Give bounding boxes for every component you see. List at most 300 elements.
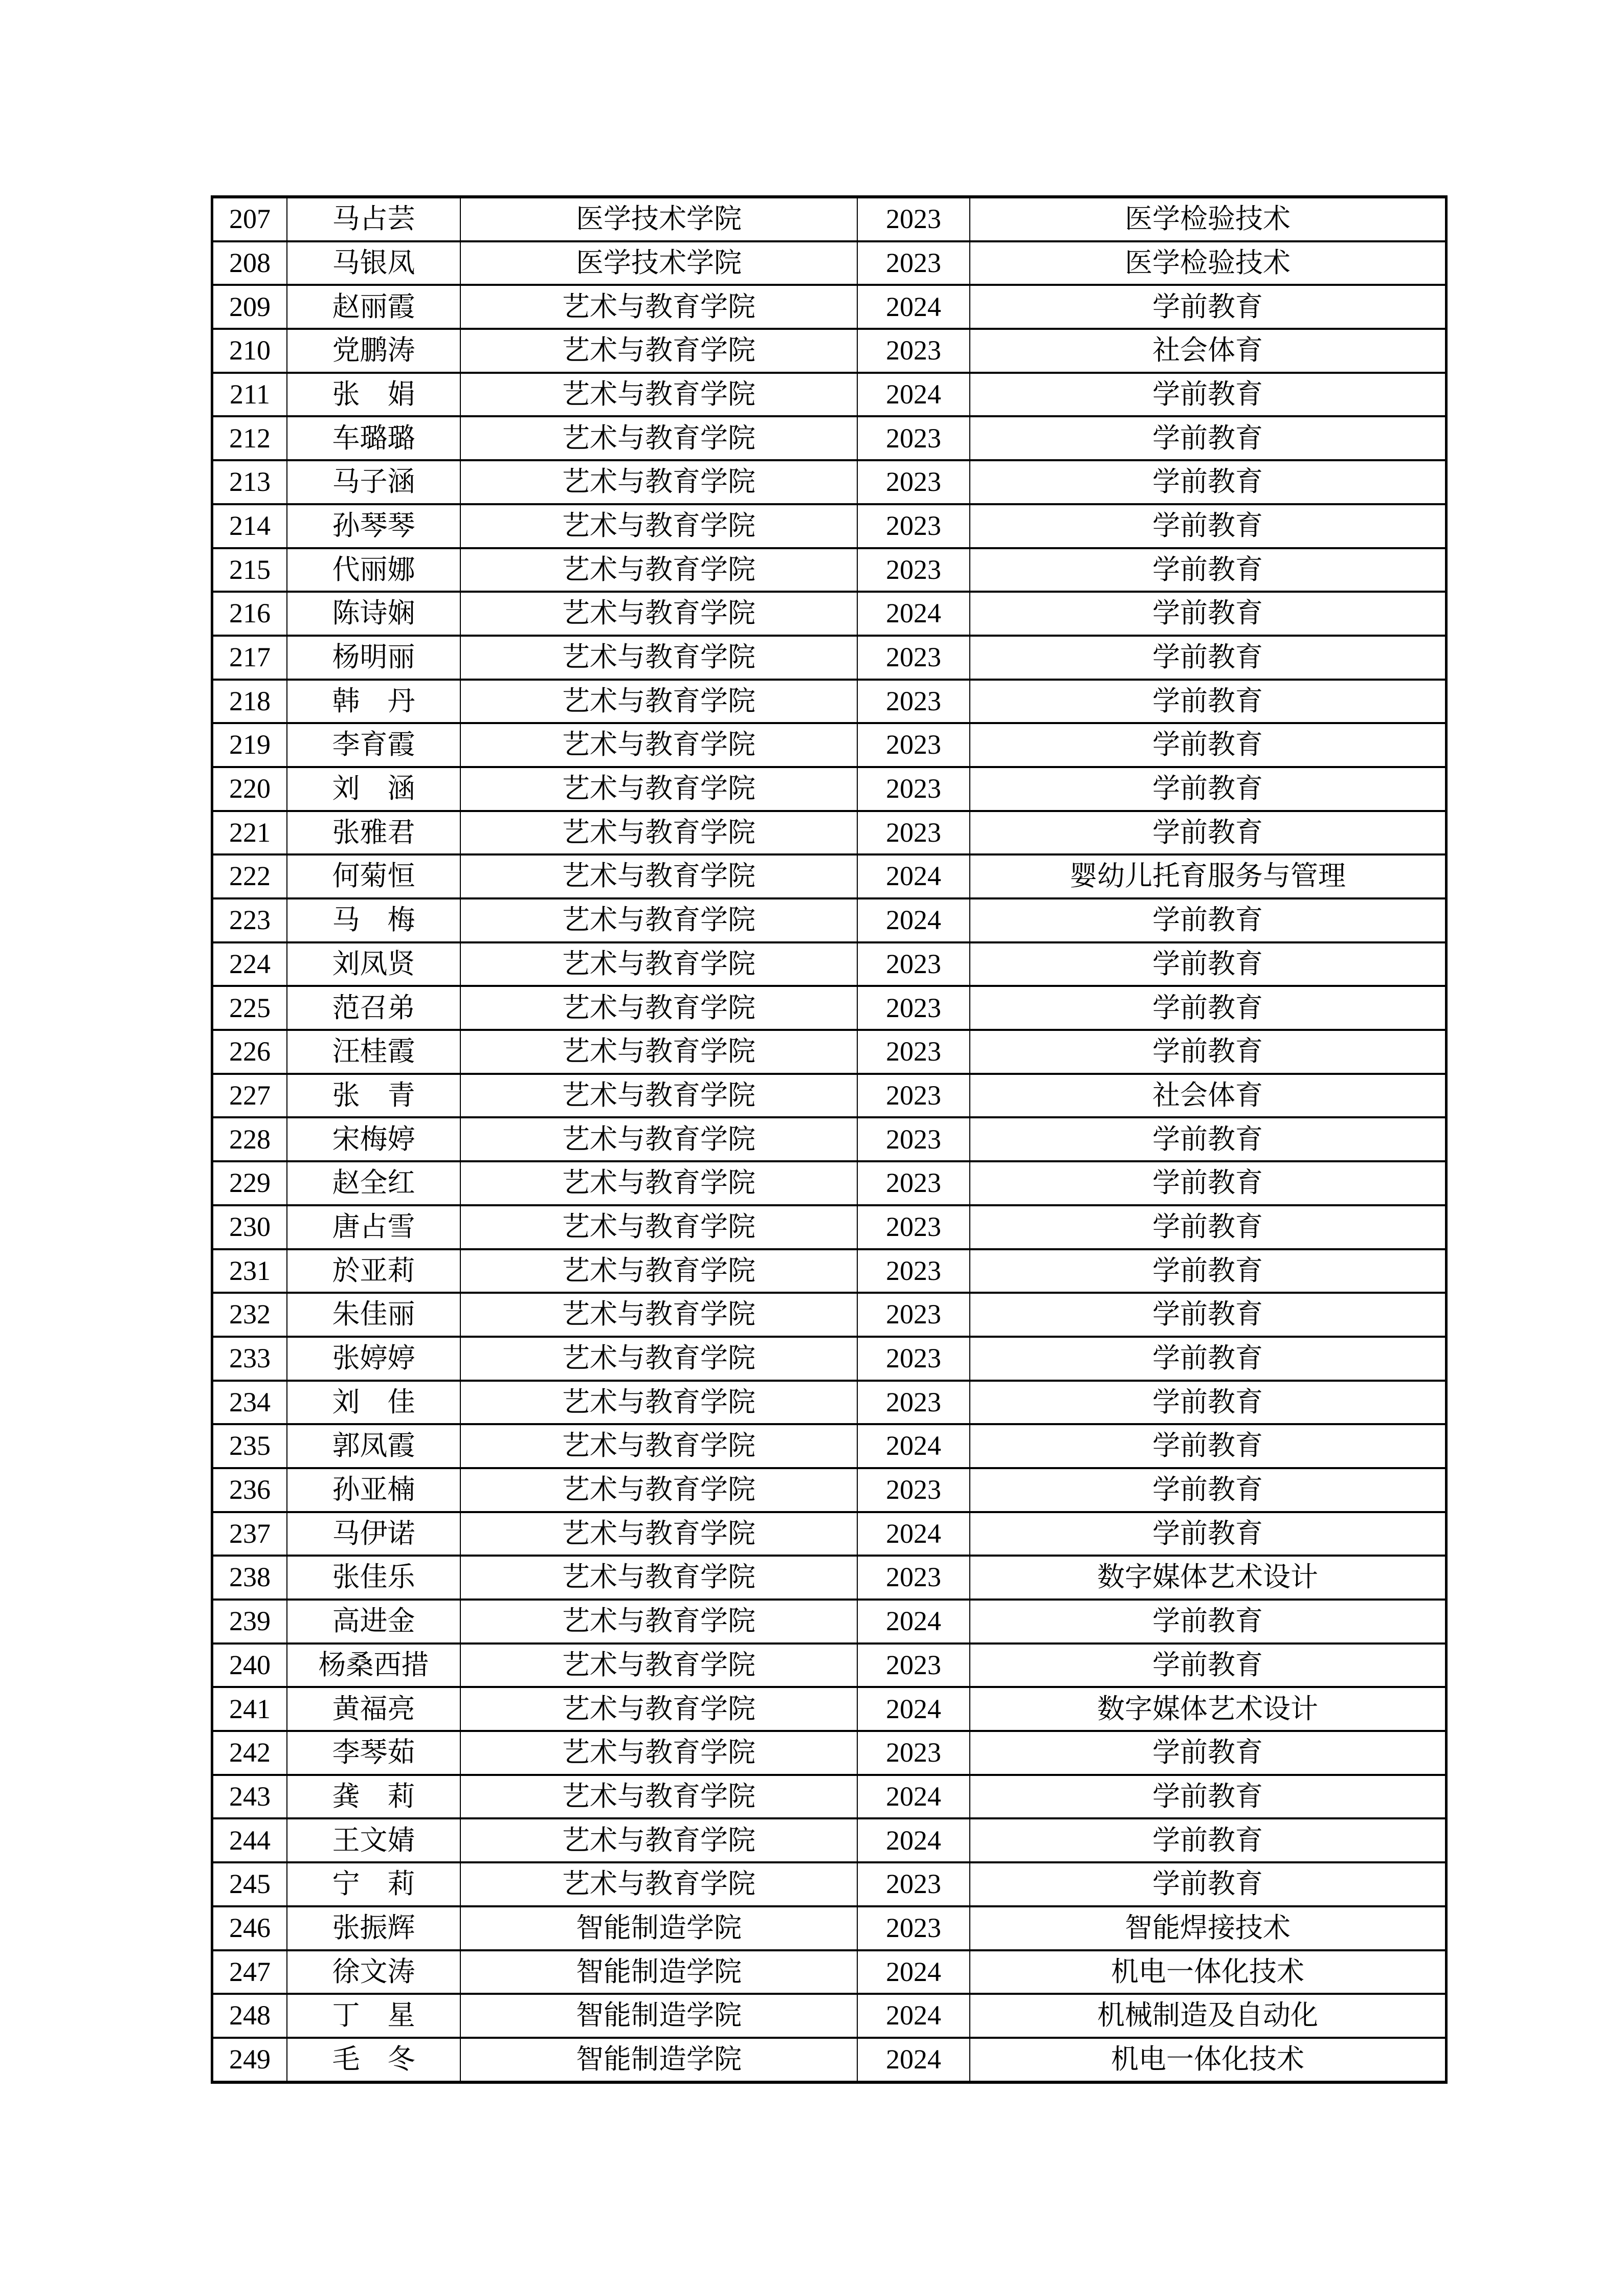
table-row xyxy=(213,1906,1445,1950)
name-cell-text: 马子涵 xyxy=(332,466,415,498)
major-cell xyxy=(970,241,1445,285)
table-row xyxy=(213,1818,1445,1862)
name-cell-text: 刘涵 xyxy=(332,773,415,804)
major-cell-text: 学前教育 xyxy=(1152,1167,1263,1199)
year-cell xyxy=(857,285,970,329)
year-cell-text: 2024 xyxy=(886,1430,941,1461)
year-cell-text: 2023 xyxy=(886,685,941,716)
major-cell xyxy=(970,1030,1445,1074)
major-cell-text: 数字媒体艺术设计 xyxy=(1097,1562,1318,1593)
college-cell-text: 智能制造学院 xyxy=(576,1956,742,1987)
index-cell-text: 245 xyxy=(229,1869,271,1900)
name-cell-text: 高进金 xyxy=(332,1606,415,1637)
year-cell-text: 2023 xyxy=(886,729,941,760)
major-cell-text: 学前教育 xyxy=(1152,1781,1263,1812)
major-cell-text: 学前教育 xyxy=(1152,1825,1263,1856)
index-cell-text: 207 xyxy=(229,204,271,235)
year-cell xyxy=(857,1512,970,1556)
name-cell xyxy=(287,329,460,373)
major-cell-text: 学前教育 xyxy=(1152,554,1263,585)
major-cell-text: 学前教育 xyxy=(1152,948,1263,979)
year-cell-text: 2024 xyxy=(886,598,941,629)
college-cell xyxy=(460,1249,857,1293)
index-cell-text: 238 xyxy=(229,1562,271,1593)
name-cell-text: 孙琴琴 xyxy=(332,510,415,541)
name-cell xyxy=(287,1556,460,1600)
name-cell-text: 马占芸 xyxy=(332,204,415,235)
year-cell xyxy=(857,1687,970,1731)
index-cell-text: 235 xyxy=(229,1430,271,1461)
name-cell xyxy=(287,241,460,285)
index-cell xyxy=(213,460,287,504)
year-cell xyxy=(857,811,970,855)
name-cell xyxy=(287,1818,460,1862)
major-cell-text: 学前教育 xyxy=(1152,598,1263,629)
year-cell xyxy=(857,460,970,504)
name-cell-text: 龚莉 xyxy=(332,1781,415,1812)
year-cell-text: 2023 xyxy=(886,1474,941,1505)
index-cell xyxy=(213,1249,287,1293)
index-cell-text: 243 xyxy=(229,1781,271,1812)
major-cell xyxy=(970,811,1445,855)
name-cell xyxy=(287,197,460,241)
index-cell xyxy=(213,1600,287,1644)
college-cell-text: 艺术与教育学院 xyxy=(562,1036,755,1067)
college-cell-text: 艺术与教育学院 xyxy=(562,422,755,454)
year-cell xyxy=(857,1600,970,1644)
year-cell-text: 2023 xyxy=(886,1299,941,1330)
major-cell xyxy=(970,504,1445,548)
name-cell-text: 汪桂霞 xyxy=(332,1036,415,1067)
major-cell xyxy=(970,1424,1445,1468)
table-row xyxy=(213,723,1445,767)
college-cell-text: 艺术与教育学院 xyxy=(562,1430,755,1461)
year-cell xyxy=(857,723,970,767)
index-cell-text: 226 xyxy=(229,1036,271,1067)
index-cell xyxy=(213,1994,287,2038)
year-cell-text: 2023 xyxy=(886,1343,941,1374)
index-cell-text: 212 xyxy=(229,422,271,454)
index-cell-text: 214 xyxy=(229,510,271,541)
year-cell-text: 2023 xyxy=(886,1386,941,1417)
major-cell xyxy=(970,680,1445,724)
table-row xyxy=(213,1556,1445,1600)
year-cell xyxy=(857,680,970,724)
index-cell-text: 230 xyxy=(229,1211,271,1242)
year-cell xyxy=(857,197,970,241)
table-row xyxy=(213,2038,1445,2082)
index-cell-text: 236 xyxy=(229,1474,271,1505)
year-cell-text: 2023 xyxy=(886,1123,941,1155)
index-cell-text: 221 xyxy=(229,817,271,848)
name-cell xyxy=(287,636,460,680)
table-row xyxy=(213,241,1445,285)
table-row xyxy=(213,1074,1445,1118)
year-cell xyxy=(857,241,970,285)
name-cell-text: 王文婧 xyxy=(332,1825,415,1856)
year-cell-text: 2023 xyxy=(886,247,941,278)
name-cell xyxy=(287,1293,460,1337)
name-cell xyxy=(287,2038,460,2082)
year-cell xyxy=(857,504,970,548)
index-cell-text: 240 xyxy=(229,1649,271,1680)
index-cell-text: 244 xyxy=(229,1825,271,1856)
index-cell xyxy=(213,1074,287,1118)
major-cell xyxy=(970,1337,1445,1381)
major-cell xyxy=(970,1731,1445,1775)
college-cell-text: 艺术与教育学院 xyxy=(562,1123,755,1155)
index-cell xyxy=(213,1818,287,1862)
year-cell-text: 2023 xyxy=(886,1036,941,1067)
index-cell xyxy=(213,373,287,417)
index-cell xyxy=(213,329,287,373)
name-cell-text: 徐文涛 xyxy=(332,1956,415,1987)
roster-table-body xyxy=(213,197,1445,2082)
college-cell xyxy=(460,898,857,942)
name-cell xyxy=(287,1731,460,1775)
year-cell xyxy=(857,1906,970,1950)
name-cell xyxy=(287,1161,460,1205)
year-cell-text: 2024 xyxy=(886,378,941,410)
year-cell-text: 2023 xyxy=(886,1869,941,1900)
index-cell-text: 237 xyxy=(229,1518,271,1549)
index-cell-text: 229 xyxy=(229,1167,271,1199)
major-cell-text: 学前教育 xyxy=(1152,1299,1263,1330)
year-cell-text: 2023 xyxy=(886,335,941,366)
index-cell xyxy=(213,811,287,855)
major-cell-text: 数字媒体艺术设计 xyxy=(1097,1693,1318,1724)
college-cell xyxy=(460,197,857,241)
major-cell-text: 学前教育 xyxy=(1152,729,1263,760)
name-cell xyxy=(287,723,460,767)
name-cell-text: 马伊诺 xyxy=(332,1518,415,1549)
major-cell-text: 学前教育 xyxy=(1152,773,1263,804)
year-cell xyxy=(857,986,970,1030)
index-cell xyxy=(213,1644,287,1687)
major-cell xyxy=(970,1687,1445,1731)
index-cell xyxy=(213,1687,287,1731)
index-cell-text: 225 xyxy=(229,992,271,1023)
year-cell-text: 2024 xyxy=(886,291,941,322)
major-cell-text: 学前教育 xyxy=(1152,685,1263,716)
college-cell-text: 医学技术学院 xyxy=(576,204,742,235)
major-cell-text: 学前教育 xyxy=(1152,1386,1263,1417)
year-cell-text: 2024 xyxy=(886,1693,941,1724)
year-cell-text: 2023 xyxy=(886,773,941,804)
major-cell xyxy=(970,1161,1445,1205)
year-cell xyxy=(857,1074,970,1118)
college-cell-text: 智能制造学院 xyxy=(576,2044,742,2075)
index-cell xyxy=(213,854,287,898)
year-cell xyxy=(857,592,970,636)
college-cell-text: 艺术与教育学院 xyxy=(562,1474,755,1505)
index-cell xyxy=(213,1381,287,1425)
name-cell xyxy=(287,1468,460,1512)
college-cell xyxy=(460,636,857,680)
major-cell-text: 学前教育 xyxy=(1152,1869,1263,1900)
name-cell xyxy=(287,1862,460,1906)
year-cell-text: 2023 xyxy=(886,992,941,1023)
name-cell-text: 於亚莉 xyxy=(332,1255,415,1286)
major-cell xyxy=(970,1293,1445,1337)
year-cell xyxy=(857,1950,970,1994)
college-cell xyxy=(460,1818,857,1862)
table-row xyxy=(213,1994,1445,2038)
name-cell xyxy=(287,1775,460,1819)
college-cell xyxy=(460,329,857,373)
index-cell xyxy=(213,636,287,680)
index-cell xyxy=(213,592,287,636)
year-cell xyxy=(857,2038,970,2082)
name-cell-text: 张青 xyxy=(332,1079,415,1111)
major-cell xyxy=(970,1775,1445,1819)
index-cell-text: 249 xyxy=(229,2044,271,2075)
major-cell xyxy=(970,1205,1445,1249)
name-cell-text: 范召弟 xyxy=(332,992,415,1023)
table-row xyxy=(213,854,1445,898)
major-cell xyxy=(970,942,1445,986)
name-cell-text: 毛冬 xyxy=(332,2044,415,2075)
college-cell-text: 医学技术学院 xyxy=(576,247,742,278)
major-cell xyxy=(970,197,1445,241)
name-cell xyxy=(287,416,460,460)
college-cell xyxy=(460,1600,857,1644)
year-cell-text: 2024 xyxy=(886,861,941,892)
major-cell xyxy=(970,460,1445,504)
table-row xyxy=(213,1249,1445,1293)
index-cell xyxy=(213,1424,287,1468)
table-row xyxy=(213,767,1445,811)
year-cell xyxy=(857,1556,970,1600)
name-cell-text: 李育霞 xyxy=(332,729,415,760)
year-cell xyxy=(857,767,970,811)
year-cell xyxy=(857,1030,970,1074)
college-cell-text: 艺术与教育学院 xyxy=(562,948,755,979)
major-cell-text: 机电一体化技术 xyxy=(1111,2044,1304,2075)
major-cell xyxy=(970,1381,1445,1425)
name-cell xyxy=(287,1074,460,1118)
college-cell-text: 艺术与教育学院 xyxy=(562,510,755,541)
name-cell xyxy=(287,1687,460,1731)
major-cell xyxy=(970,592,1445,636)
year-cell-text: 2023 xyxy=(886,510,941,541)
major-cell xyxy=(970,548,1445,592)
index-cell-text: 247 xyxy=(229,1956,271,1987)
name-cell-text: 马银凤 xyxy=(332,247,415,278)
table-row xyxy=(213,1205,1445,1249)
index-cell-text: 220 xyxy=(229,773,271,804)
major-cell-text: 学前教育 xyxy=(1152,1036,1263,1067)
name-cell xyxy=(287,1424,460,1468)
index-cell-text: 234 xyxy=(229,1386,271,1417)
major-cell-text: 学前教育 xyxy=(1152,1518,1263,1549)
table-row xyxy=(213,1644,1445,1687)
index-cell xyxy=(213,1950,287,1994)
college-cell xyxy=(460,1424,857,1468)
name-cell xyxy=(287,460,460,504)
index-cell xyxy=(213,1468,287,1512)
college-cell xyxy=(460,1293,857,1337)
major-cell xyxy=(970,986,1445,1030)
index-cell xyxy=(213,2038,287,2082)
table-row xyxy=(213,416,1445,460)
year-cell xyxy=(857,942,970,986)
name-cell-text: 孙亚楠 xyxy=(332,1474,415,1505)
year-cell-text: 2023 xyxy=(886,1737,941,1768)
name-cell xyxy=(287,373,460,417)
year-cell xyxy=(857,1468,970,1512)
name-cell xyxy=(287,767,460,811)
table-row xyxy=(213,1424,1445,1468)
year-cell xyxy=(857,1994,970,2038)
table-row xyxy=(213,373,1445,417)
college-cell xyxy=(460,1731,857,1775)
college-cell-text: 智能制造学院 xyxy=(576,1912,742,1943)
index-cell-text: 213 xyxy=(229,466,271,498)
college-cell xyxy=(460,2038,857,2082)
major-cell-text: 学前教育 xyxy=(1152,1649,1263,1680)
year-cell-text: 2023 xyxy=(886,1211,941,1242)
college-cell xyxy=(460,1468,857,1512)
name-cell xyxy=(287,898,460,942)
index-cell-text: 241 xyxy=(229,1693,271,1724)
year-cell xyxy=(857,854,970,898)
year-cell-text: 2024 xyxy=(886,1781,941,1812)
table-row xyxy=(213,1030,1445,1074)
index-cell-text: 222 xyxy=(229,861,271,892)
major-cell xyxy=(970,329,1445,373)
index-cell-text: 208 xyxy=(229,247,271,278)
index-cell-text: 224 xyxy=(229,948,271,979)
table-row xyxy=(213,504,1445,548)
index-cell xyxy=(213,1337,287,1381)
major-cell xyxy=(970,2038,1445,2082)
name-cell-text: 何菊恒 xyxy=(332,861,415,892)
year-cell-text: 2024 xyxy=(886,1825,941,1856)
index-cell xyxy=(213,1556,287,1600)
name-cell xyxy=(287,811,460,855)
college-cell xyxy=(460,854,857,898)
major-cell-text: 学前教育 xyxy=(1152,1606,1263,1637)
college-cell xyxy=(460,1030,857,1074)
table-row xyxy=(213,460,1445,504)
index-cell xyxy=(213,1906,287,1950)
college-cell xyxy=(460,767,857,811)
college-cell xyxy=(460,1556,857,1600)
name-cell-text: 代丽娜 xyxy=(332,554,415,585)
year-cell xyxy=(857,1161,970,1205)
name-cell-text: 李琴茹 xyxy=(332,1737,415,1768)
major-cell xyxy=(970,1950,1445,1994)
index-cell xyxy=(213,1117,287,1161)
major-cell-text: 学前教育 xyxy=(1152,1430,1263,1461)
year-cell-text: 2023 xyxy=(886,554,941,585)
college-cell-text: 艺术与教育学院 xyxy=(562,992,755,1023)
name-cell xyxy=(287,1906,460,1950)
college-cell-text: 艺术与教育学院 xyxy=(562,861,755,892)
college-cell-text: 艺术与教育学院 xyxy=(562,1343,755,1374)
major-cell xyxy=(970,1994,1445,2038)
college-cell xyxy=(460,1074,857,1118)
index-cell-text: 209 xyxy=(229,291,271,322)
year-cell-text: 2023 xyxy=(886,1167,941,1199)
index-cell xyxy=(213,898,287,942)
table-row xyxy=(213,1862,1445,1906)
major-cell xyxy=(970,1906,1445,1950)
year-cell xyxy=(857,1424,970,1468)
major-cell-text: 社会体育 xyxy=(1152,1079,1263,1111)
college-cell xyxy=(460,1381,857,1425)
college-cell xyxy=(460,1994,857,2038)
major-cell xyxy=(970,1556,1445,1600)
name-cell-text: 马梅 xyxy=(332,905,415,936)
index-cell xyxy=(213,1205,287,1249)
name-cell-text: 车璐璐 xyxy=(332,422,415,454)
table-row xyxy=(213,1731,1445,1775)
major-cell xyxy=(970,898,1445,942)
name-cell xyxy=(287,942,460,986)
major-cell xyxy=(970,854,1445,898)
name-cell-text: 朱佳丽 xyxy=(332,1299,415,1330)
major-cell xyxy=(970,1117,1445,1161)
year-cell-text: 2023 xyxy=(886,1079,941,1111)
index-cell xyxy=(213,680,287,724)
major-cell-text: 学前教育 xyxy=(1152,510,1263,541)
name-cell-text: 张振辉 xyxy=(332,1912,415,1943)
index-cell-text: 227 xyxy=(229,1079,271,1111)
index-cell-text: 210 xyxy=(229,335,271,366)
college-cell-text: 艺术与教育学院 xyxy=(562,466,755,498)
college-cell-text: 艺术与教育学院 xyxy=(562,1562,755,1593)
index-cell-text: 219 xyxy=(229,729,271,760)
name-cell xyxy=(287,1249,460,1293)
name-cell xyxy=(287,854,460,898)
college-cell xyxy=(460,1161,857,1205)
college-cell xyxy=(460,592,857,636)
college-cell-text: 智能制造学院 xyxy=(576,2000,742,2031)
table-row xyxy=(213,898,1445,942)
major-cell-text: 学前教育 xyxy=(1152,422,1263,454)
year-cell-text: 2024 xyxy=(886,2044,941,2075)
college-cell xyxy=(460,1862,857,1906)
table-row xyxy=(213,592,1445,636)
year-cell-text: 2024 xyxy=(886,1518,941,1549)
name-cell xyxy=(287,1512,460,1556)
index-cell xyxy=(213,548,287,592)
college-cell-text: 艺术与教育学院 xyxy=(562,1167,755,1199)
table-row xyxy=(213,1950,1445,1994)
major-cell-text: 智能焊接技术 xyxy=(1125,1912,1291,1943)
major-cell xyxy=(970,1249,1445,1293)
table-row xyxy=(213,680,1445,724)
year-cell xyxy=(857,548,970,592)
college-cell xyxy=(460,1512,857,1556)
college-cell xyxy=(460,942,857,986)
college-cell xyxy=(460,460,857,504)
major-cell-text: 学前教育 xyxy=(1152,642,1263,673)
year-cell xyxy=(857,1731,970,1775)
college-cell-text: 艺术与教育学院 xyxy=(562,1386,755,1417)
year-cell-text: 2023 xyxy=(886,422,941,454)
table-row xyxy=(213,1337,1445,1381)
table-row xyxy=(213,1117,1445,1161)
index-cell-text: 233 xyxy=(229,1343,271,1374)
index-cell-text: 217 xyxy=(229,642,271,673)
year-cell xyxy=(857,1117,970,1161)
name-cell xyxy=(287,1950,460,1994)
year-cell-text: 2023 xyxy=(886,817,941,848)
college-cell xyxy=(460,723,857,767)
